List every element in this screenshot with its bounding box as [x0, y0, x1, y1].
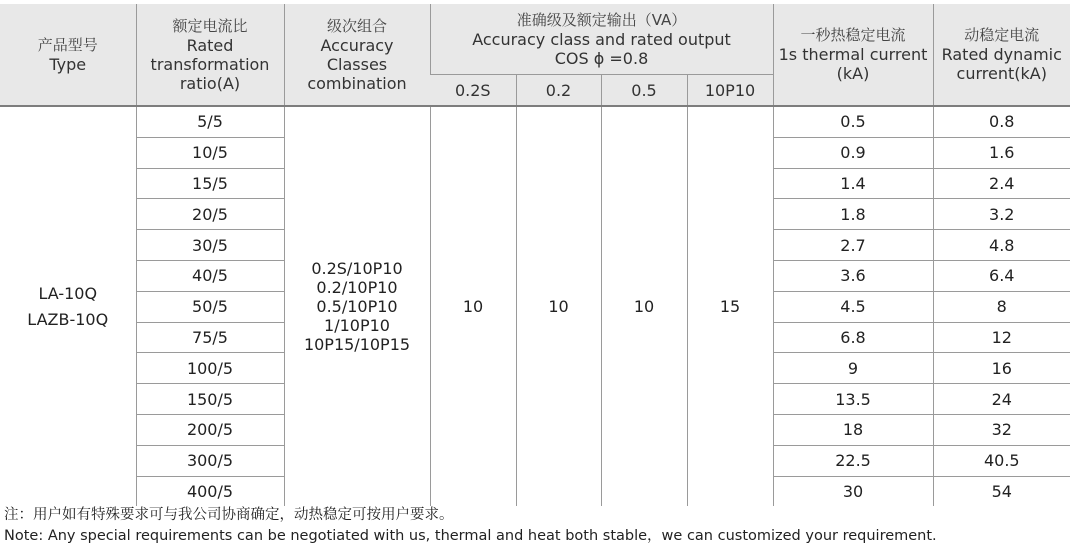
thermal-cell: 0.5: [773, 106, 933, 137]
header-ratio-cn: 额定电流比: [172, 16, 248, 35]
header-ratio-en-2: transformation: [150, 54, 270, 74]
ratio-cell: 15/5: [136, 168, 284, 199]
dynamic-cell: 6.4: [933, 260, 1070, 291]
class-combination: 0.2S/10P10: [311, 259, 403, 279]
table-row: [0, 106, 1070, 137]
header-type-cn: 产品型号: [37, 35, 98, 54]
thermal-cell: 2.7: [773, 230, 933, 261]
thermal-cell: 0.9: [773, 137, 933, 168]
header-ratio-en-3: ratio(A): [179, 73, 241, 93]
header-accuracy-0-2: 0.2: [516, 75, 601, 107]
thermal-cell: 6.8: [773, 322, 933, 353]
note-cn: 注：用户如有特殊要求可与我公司协商确定，动热稳定可按用户要求。: [4, 507, 454, 523]
type-model: LAZB-10Q: [27, 309, 109, 329]
class-combination: 10P15/10P15: [303, 335, 411, 355]
dynamic-cell: 0.8: [933, 106, 1070, 137]
note-en: Note: Any special requirements can be negotiated with us, thermal and heat both stable，we can customized your requirement.: [4, 528, 937, 544]
header-dynamic: [933, 4, 1070, 106]
output-cell: 10: [430, 106, 516, 506]
ratio-cell: 100/5: [136, 353, 284, 384]
ratio-cell: 40/5: [136, 260, 284, 291]
header-accuracy-0-2s: 0.2S: [430, 75, 516, 107]
header-thermal-cn: 一秒热稳定电流: [800, 26, 906, 44]
header-ratio: [136, 4, 284, 106]
header-accuracy-en-2: COS ϕ =0.8: [554, 48, 649, 68]
thermal-cell: 30: [773, 476, 933, 506]
ratio-cell: 150/5: [136, 384, 284, 415]
dynamic-cell: 8: [933, 291, 1070, 322]
header-thermal-en-2: (kA): [836, 64, 870, 83]
header-type: [0, 4, 136, 106]
thermal-cell: 22.5: [773, 445, 933, 476]
dynamic-cell: 12: [933, 322, 1070, 353]
thermal-cell: 13.5: [773, 384, 933, 415]
output-cell: 15: [687, 106, 773, 506]
ratio-cell: 300/5: [136, 445, 284, 476]
header-classes-en-2: Classes: [326, 54, 388, 74]
class-combination: 0.5/10P10: [316, 297, 398, 317]
header-thermal: [773, 4, 933, 106]
header-ratio-en-1: Rated: [186, 35, 234, 55]
dynamic-cell: 3.2: [933, 199, 1070, 230]
header-accuracy-10p10: 10P10: [687, 75, 773, 107]
dynamic-cell: 54: [933, 476, 1070, 506]
dynamic-cell: 24: [933, 384, 1070, 415]
header-classes-en-3: combination: [307, 73, 407, 93]
dynamic-cell: 40.5: [933, 445, 1070, 476]
dynamic-cell: 1.6: [933, 137, 1070, 168]
header-accuracy-en-1: Accuracy class and rated output: [472, 29, 731, 49]
class-combination: 0.2/10P10: [316, 278, 398, 298]
thermal-cell: 1.8: [773, 199, 933, 230]
thermal-cell: 9: [773, 353, 933, 384]
ratio-cell: 200/5: [136, 414, 284, 445]
ratio-cell: 50/5: [136, 291, 284, 322]
output-cell: 10: [516, 106, 601, 506]
header-accuracy-0-5: 0.5: [601, 75, 687, 107]
type-cell: [0, 106, 136, 506]
header-classes-en-1: Accuracy: [320, 35, 394, 55]
ratio-cell: 400/5: [136, 476, 284, 506]
class-combination: 1/10P10: [324, 316, 390, 336]
header-dynamic-en-2: current(kA): [956, 64, 1047, 83]
table-header: [0, 4, 1070, 106]
output-cell: 10: [601, 106, 687, 506]
thermal-cell: 1.4: [773, 168, 933, 199]
thermal-cell: 3.6: [773, 260, 933, 291]
classes-cell: [284, 106, 430, 506]
ratio-cell: 75/5: [136, 322, 284, 353]
header-dynamic-cn: 动稳定电流: [964, 26, 1040, 44]
header-dynamic-en-1: Rated dynamic: [941, 45, 1062, 64]
header-type-en: Type: [49, 54, 87, 74]
header-thermal-en-1: 1s thermal current: [778, 45, 928, 64]
header-classes: [284, 4, 430, 106]
thermal-cell: 4.5: [773, 291, 933, 322]
dynamic-cell: 16: [933, 353, 1070, 384]
header-accuracy-cn: 准确级及额定输出（VA）: [516, 10, 687, 29]
dynamic-cell: 32: [933, 414, 1070, 445]
table-body: [0, 106, 1070, 506]
spec-table: [0, 4, 1070, 506]
dynamic-cell: 2.4: [933, 168, 1070, 199]
thermal-cell: 18: [773, 414, 933, 445]
dynamic-cell: 4.8: [933, 230, 1070, 261]
header-accuracy: [430, 4, 773, 75]
type-model: LA-10Q: [38, 283, 98, 303]
ratio-cell: 20/5: [136, 199, 284, 230]
ratio-cell: 10/5: [136, 137, 284, 168]
ratio-cell: 5/5: [136, 106, 284, 137]
ratio-cell: 30/5: [136, 230, 284, 261]
header-classes-cn: 级次组合: [326, 16, 387, 35]
